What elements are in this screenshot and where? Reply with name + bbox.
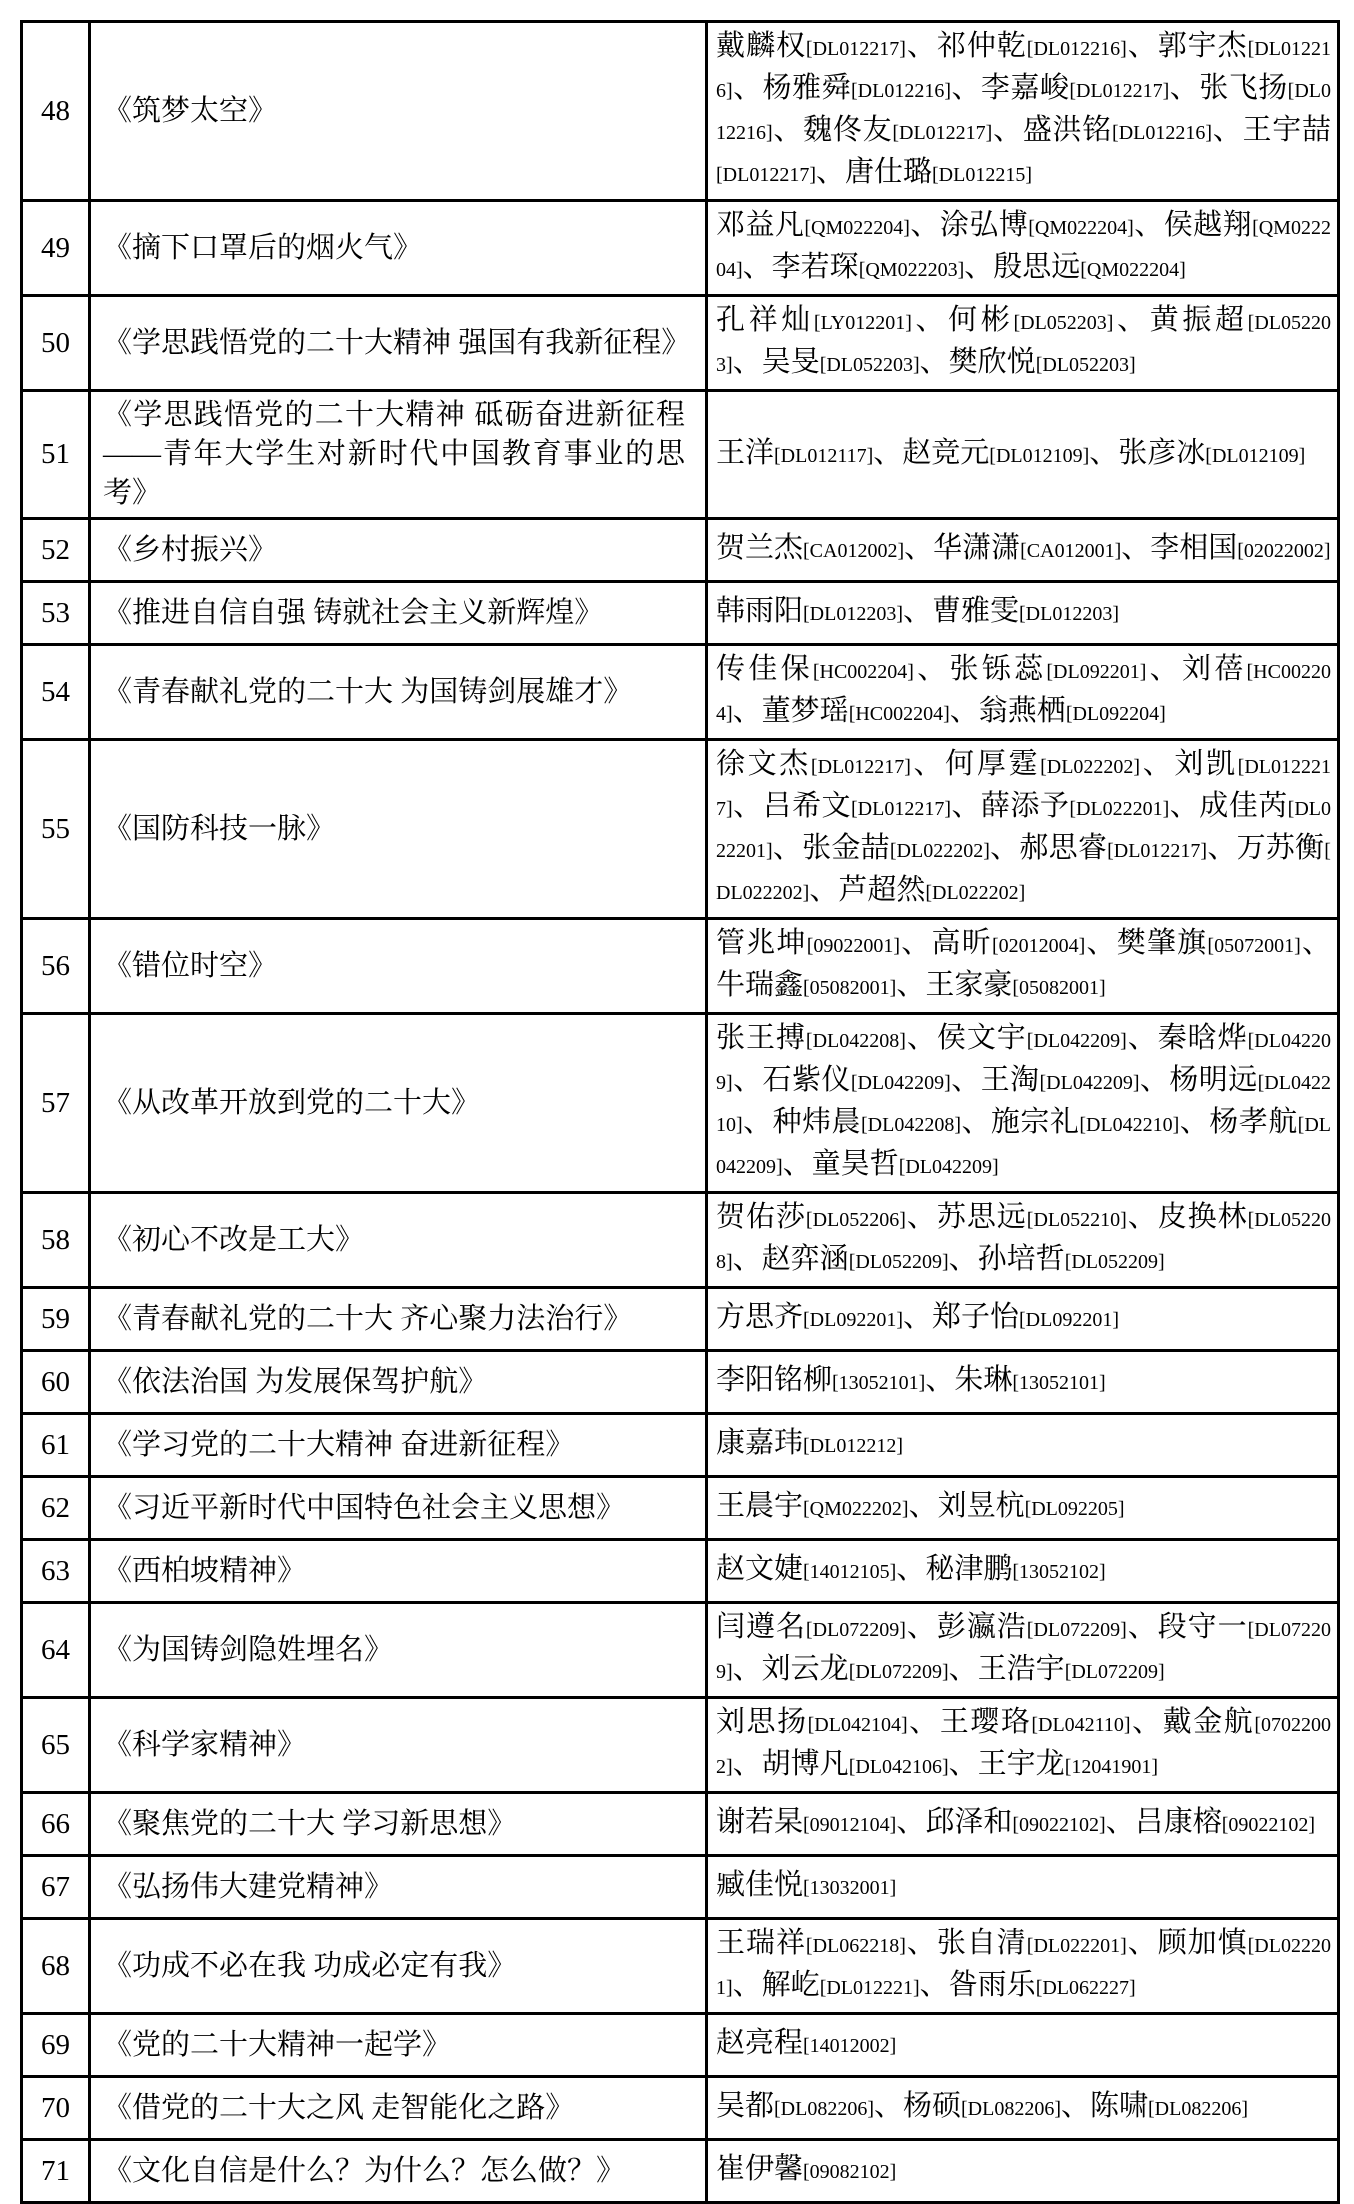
student-id: [DL012216] xyxy=(716,38,1331,102)
student-id: [QM022204] xyxy=(804,217,910,239)
student-id: [DL042104] xyxy=(807,1714,908,1736)
row-number-cell: 57 xyxy=(22,1014,90,1193)
student-id: [DL042209] xyxy=(850,1072,951,1094)
work-title-cell: 《聚焦党的二十大 学习新思想》 xyxy=(90,1793,707,1856)
student-id: [13052101] xyxy=(832,1372,926,1394)
work-title-cell: 《党的二十大精神一起学》 xyxy=(90,2014,707,2077)
work-title-cell: 《推进自信自强 铸就社会主义新辉煌》 xyxy=(90,582,707,645)
authors-cell: 王晨宇[QM022202]、刘昱杭[DL092205] xyxy=(707,1477,1339,1540)
student-id: [DL072209] xyxy=(848,1661,949,1683)
row-number-cell: 69 xyxy=(22,2014,90,2077)
work-title-cell: 《乡村振兴》 xyxy=(90,519,707,582)
student-id: [DL062218] xyxy=(805,1935,906,1957)
student-id: [CA012001] xyxy=(1020,540,1122,562)
student-id: [DL062227] xyxy=(1035,1977,1136,1999)
student-id: [DL052208] xyxy=(716,1209,1331,1273)
student-id: [DL042209] xyxy=(716,1030,1331,1094)
awards-table-body xyxy=(22,22,1339,2203)
student-id: [DL012203] xyxy=(1019,603,1119,625)
student-id: [DL012109] xyxy=(1205,444,1306,467)
student-id: [ DL022202] xyxy=(716,840,1331,904)
student-id: [DL042110] xyxy=(1031,1714,1131,1736)
student-id: [DL082206] xyxy=(961,2098,1061,2120)
student-id: [DL012217] xyxy=(851,798,951,820)
row-number-cell: 58 xyxy=(22,1193,90,1288)
student-id: [DL072209] xyxy=(805,1619,906,1641)
row-number-cell: 65 xyxy=(22,1698,90,1793)
work-title-cell: 《功成不必在我 功成必定有我》 xyxy=(90,1919,707,2014)
student-id: [DL012216] xyxy=(1026,38,1127,60)
work-title-cell: 《学习党的二十大精神 奋进新征程》 xyxy=(90,1414,707,1477)
student-id: [05072001] xyxy=(1207,935,1301,957)
table-row xyxy=(22,582,1339,645)
work-title-cell: 《学思践悟党的二十大精神 强国有我新征程》 xyxy=(90,296,707,391)
student-id: [DL092205] xyxy=(1024,1498,1125,1520)
row-number-cell: 54 xyxy=(22,645,90,740)
authors-cell: 康嘉玮[DL012212] xyxy=(707,1414,1339,1477)
row-number-cell: 66 xyxy=(22,1793,90,1856)
student-id: [DL012217] xyxy=(1107,840,1208,862)
student-id: [DL042210] xyxy=(716,1072,1331,1136)
student-id: [QM022202] xyxy=(803,1498,909,1520)
table-row xyxy=(22,1698,1339,1793)
work-title-cell: 《错位时空》 xyxy=(90,919,707,1014)
student-id: [DL092201] xyxy=(803,1309,903,1331)
authors-cell: 闫遵名[DL072209]、彭瀛浩[DL072209]、段守一[DL072209]、刘云龙[DL072209]、王浩宇[DL072209] xyxy=(707,1603,1339,1698)
student-id: [DL052203] xyxy=(716,312,1331,376)
student-id: [DL052210] xyxy=(1026,1209,1127,1231)
table-row xyxy=(22,1014,1339,1193)
student-id: [LY012201] xyxy=(813,312,912,334)
awards-table xyxy=(20,20,1340,2204)
student-id: [DL022201] xyxy=(716,798,1331,862)
authors-cell: 王瑞祥[DL062218]、张自清[DL022201]、顾加慎[DL022201]、解屹[DL012221]、昝雨乐[DL062227] xyxy=(707,1919,1339,2014)
authors-cell: 吴都[DL082206]、杨硕[DL082206]、陈啸[DL082206] xyxy=(707,2077,1339,2140)
student-id: [13052101] xyxy=(1012,1372,1106,1394)
table-row xyxy=(22,201,1339,296)
row-number-cell: 49 xyxy=(22,201,90,296)
student-id: [DL052209] xyxy=(848,1251,949,1273)
student-id: [CA012002] xyxy=(803,540,905,562)
student-id: [DL042210] xyxy=(1079,1114,1180,1136)
student-id: [HC002204] xyxy=(848,703,950,725)
authors-cell: 王洋[DL012117]、赵竞元[DL012109]、张彦冰[DL012109] xyxy=(707,391,1339,519)
work-title-cell: 《从改革开放到党的二十大》 xyxy=(90,1014,707,1193)
work-title-cell: 《摘下口罩后的烟火气》 xyxy=(90,201,707,296)
authors-cell: 韩雨阳[DL012203]、曹雅雯[DL012203] xyxy=(707,582,1339,645)
student-id: [DL012203] xyxy=(803,603,903,625)
row-number-cell: 56 xyxy=(22,919,90,1014)
student-id: [09022001] xyxy=(806,935,901,957)
student-id: [DL012221] xyxy=(819,1977,920,1999)
table-row xyxy=(22,2077,1339,2140)
authors-cell: 管兆坤[09022001]、高昕[02012004]、樊肇旗[05072001]、牛瑞鑫[05082001]、王家豪[05082001] xyxy=(707,919,1339,1014)
student-id: [DL012117] xyxy=(774,444,874,467)
student-id: [DL022202] xyxy=(925,882,1026,904)
student-id: [DL082206] xyxy=(774,2098,874,2120)
student-id: [DL012217] xyxy=(810,756,911,778)
student-id: [DL0122217] xyxy=(716,756,1331,820)
authors-cell: 贺佑莎[DL052206]、苏思远[DL052210]、皮换林[DL052208]、赵弈涵[DL052209]、孙培哲[DL052209] xyxy=(707,1193,1339,1288)
student-id: [DL042208] xyxy=(861,1114,961,1136)
authors-cell: 李阳铭柳[13052101]、朱琳[13052101] xyxy=(707,1351,1339,1414)
table-row xyxy=(22,391,1339,519)
student-id: [05082001] xyxy=(1012,977,1106,999)
authors-cell: 张王搏[DL042208]、侯文宇[DL042209]、秦晗烨[DL042209]、石紫仪[DL042209]、王淘[DL042209]、杨明远[DL042210]、种炜晨[DL042208]、施宗礼[DL042210]、杨孝航[DL042209]、童昊哲[DL042209] xyxy=(707,1014,1339,1193)
student-id: [DL042209] xyxy=(898,1156,999,1178)
student-id: [09012104] xyxy=(803,1814,897,1836)
student-id: [DL052203] xyxy=(819,354,920,376)
work-title-cell: 《弘扬伟大建党精神》 xyxy=(90,1856,707,1919)
authors-cell: 邓益凡[QM022204]、涂弘博[QM022204]、侯越翔[QM022204]、李若琛[QM022203]、殷思远[QM022204] xyxy=(707,201,1339,296)
student-id: [QM022204] xyxy=(1028,217,1134,239)
table-row xyxy=(22,919,1339,1014)
work-title-cell: 《初心不改是工大》 xyxy=(90,1193,707,1288)
table-row xyxy=(22,1540,1339,1603)
student-id: [DL012217] xyxy=(805,38,906,60)
row-number-cell: 60 xyxy=(22,1351,90,1414)
student-id: [09022102] xyxy=(1221,1814,1316,1836)
authors-cell: 谢若杲[09012104]、邱泽和[09022102]、吕康榕[09022102] xyxy=(707,1793,1339,1856)
authors-cell: 赵文婕[14012105]、秘津鹏[13052102] xyxy=(707,1540,1339,1603)
student-id: [QM022203] xyxy=(858,259,965,281)
table-row xyxy=(22,2014,1339,2077)
work-title-cell: 《依法治国 为发展保驾护航》 xyxy=(90,1351,707,1414)
row-number-cell: 51 xyxy=(22,391,90,519)
student-id: [DL072209] xyxy=(1026,1619,1127,1641)
student-id: [14012105] xyxy=(803,1561,897,1583)
student-id: [DL082206] xyxy=(1148,2098,1248,2120)
row-number-cell: 53 xyxy=(22,582,90,645)
row-number-cell: 48 xyxy=(22,22,90,201)
student-id: [DL042209] xyxy=(716,1114,1331,1178)
row-number-cell: 62 xyxy=(22,1477,90,1540)
table-row xyxy=(22,1288,1339,1351)
table-row xyxy=(22,1193,1339,1288)
table-row xyxy=(22,22,1339,201)
student-id: [DL092204] xyxy=(1065,703,1166,725)
table-row xyxy=(22,296,1339,391)
work-title-cell: 《筑梦太空》 xyxy=(90,22,707,201)
table-row xyxy=(22,1919,1339,2014)
row-number-cell: 63 xyxy=(22,1540,90,1603)
work-title-cell: 《学思践悟党的二十大精神 砥砺奋进新征程——青年大学生对新时代中国教育事业的思考》 xyxy=(90,391,707,519)
student-id: [DL012217] xyxy=(716,164,816,186)
work-title-cell: 《西柏坡精神》 xyxy=(90,1540,707,1603)
student-id: [DL052203] xyxy=(1013,312,1114,334)
authors-cell: 传佳保[HC002204]、张铄蕊[DL092201]、刘蓓[HC002204]、董梦瑶[HC002204]、翁燕栖[DL092204] xyxy=(707,645,1339,740)
student-id: [HC002204] xyxy=(716,661,1331,725)
work-title-cell: 《国防科技一脉》 xyxy=(90,740,707,919)
authors-cell: 赵亮程[14012002] xyxy=(707,2014,1339,2077)
work-title-cell: 《青春献礼党的二十大 齐心聚力法治行》 xyxy=(90,1288,707,1351)
student-id: [DL092201] xyxy=(1019,1309,1119,1331)
student-id: [DL012217] xyxy=(1069,80,1170,102)
student-id: [DL012216] xyxy=(851,80,951,102)
student-id: [QM022204] xyxy=(716,217,1331,281)
row-number-cell: 71 xyxy=(22,2140,90,2203)
table-row xyxy=(22,1477,1339,1540)
row-number-cell: 67 xyxy=(22,1856,90,1919)
student-id: [05082001] xyxy=(803,977,897,999)
authors-cell: 贺兰杰[CA012002]、华潇潇[CA012001]、李相国[02022002] xyxy=(707,519,1339,582)
row-number-cell: 64 xyxy=(22,1603,90,1698)
student-id: [DL042209] xyxy=(1039,1072,1140,1094)
student-id: [09082102] xyxy=(803,2161,897,2183)
authors-cell: 方思齐[DL092201]、郑子怡[DL092201] xyxy=(707,1288,1339,1351)
authors-cell: 崔伊馨[09082102] xyxy=(707,2140,1339,2203)
student-id: [DL012217] xyxy=(892,122,993,144)
table-row xyxy=(22,1856,1339,1919)
student-id: [DL012212] xyxy=(803,1435,903,1457)
student-id: [02022002] xyxy=(1237,540,1331,562)
student-id: [DL012216] xyxy=(1112,122,1213,144)
student-id: [DL012109] xyxy=(989,444,1090,467)
student-id: [DL022202] xyxy=(889,840,990,862)
work-title-cell: 《文化自信是什么？为什么？怎么做？》 xyxy=(90,2140,707,2203)
row-number-cell: 68 xyxy=(22,1919,90,2014)
student-id: [QM022204] xyxy=(1080,259,1186,281)
row-number-cell: 50 xyxy=(22,296,90,391)
work-title-cell: 《为国铸剑隐姓埋名》 xyxy=(90,1603,707,1698)
student-id: [DL042208] xyxy=(805,1030,906,1052)
student-id: [13032001] xyxy=(803,1877,897,1899)
work-title-cell: 《借党的二十大之风 走智能化之路》 xyxy=(90,2077,707,2140)
student-id: [DL052203] xyxy=(1035,354,1136,376)
student-id: [DL042209] xyxy=(1026,1030,1127,1052)
work-title-cell: 《习近平新时代中国特色社会主义思想》 xyxy=(90,1477,707,1540)
authors-cell: 孔祥灿[LY012201]、何彬[DL052203]、黄振超[DL052203]、吴旻[DL052203]、樊欣悦[DL052203] xyxy=(707,296,1339,391)
student-id: [DL022201] xyxy=(716,1935,1331,1999)
table-row xyxy=(22,1414,1339,1477)
row-number-cell: 55 xyxy=(22,740,90,919)
student-id: [DL052206] xyxy=(805,1209,906,1231)
work-title-cell: 《科学家精神》 xyxy=(90,1698,707,1793)
student-id: [DL072209] xyxy=(716,1619,1331,1683)
student-id: [DL022201] xyxy=(1026,1935,1127,1957)
student-id: [DL012216] xyxy=(716,80,1331,144)
student-id: [DL072209] xyxy=(1064,1661,1165,1683)
student-id: [DL012215] xyxy=(932,164,1032,186)
table-row xyxy=(22,645,1339,740)
table-row xyxy=(22,1793,1339,1856)
student-id: [13052102] xyxy=(1012,1561,1106,1583)
table-row xyxy=(22,1351,1339,1414)
table-row xyxy=(22,2140,1339,2203)
authors-cell: 刘思扬[DL042104]、王璎珞[DL042110]、戴金航[07022002]、胡博凡[DL042106]、王宇龙[12041901] xyxy=(707,1698,1339,1793)
student-id: [07022002] xyxy=(716,1714,1331,1778)
authors-cell: 戴麟权[DL012217]、祁仲乾[DL012216]、郭宇杰[DL012216]、杨雅舜[DL012216]、李嘉峻[DL012217]、张飞扬[DL012216]、魏佟友[DL012217]、盛洪铭[DL012216]、王宇喆[DL012217]、唐仕璐[DL012215] xyxy=(707,22,1339,201)
row-number-cell: 52 xyxy=(22,519,90,582)
row-number-cell: 59 xyxy=(22,1288,90,1351)
student-id: [DL042106] xyxy=(848,1756,949,1778)
authors-cell: 臧佳悦[13032001] xyxy=(707,1856,1339,1919)
table-row xyxy=(22,519,1339,582)
work-title-cell: 《青春献礼党的二十大 为国铸剑展雄才》 xyxy=(90,645,707,740)
student-id: [02012004] xyxy=(991,935,1086,957)
row-number-cell: 61 xyxy=(22,1414,90,1477)
student-id: [DL052209] xyxy=(1064,1251,1165,1273)
student-id: [DL022202] xyxy=(1040,756,1141,778)
student-id: [DL022201] xyxy=(1069,798,1170,820)
student-id: [14012002] xyxy=(803,2035,897,2057)
authors-cell: 徐文杰[DL012217]、何厚霆[DL022202]、刘凯[DL0122217]、吕希文[DL012217]、薛添予[DL022201]、成佳芮[DL022201]、张金喆[DL022202]、郝思睿[DL012217]、万苏衡[ DL022202]、芦超然[DL022202] xyxy=(707,740,1339,919)
student-id: [DL092201] xyxy=(1046,661,1147,683)
student-id: [12041901] xyxy=(1064,1756,1159,1778)
table-row xyxy=(22,1603,1339,1698)
student-id: [09022102] xyxy=(1012,1814,1106,1836)
row-number-cell: 70 xyxy=(22,2077,90,2140)
student-id: [HC002204] xyxy=(812,661,914,683)
table-row xyxy=(22,740,1339,919)
